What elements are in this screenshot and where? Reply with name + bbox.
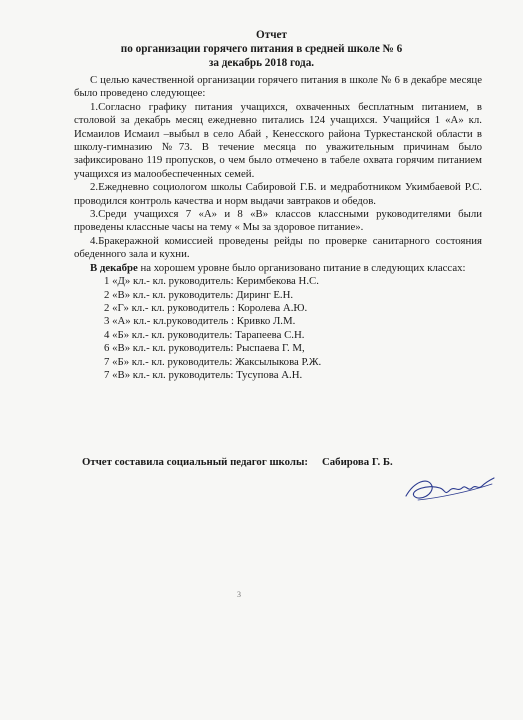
list-item: 1 «Д» кл.- кл. руководитель: Керимбекова Н.С. [104,275,319,288]
footer-name: Сабирова Г. Б. [321,456,393,468]
list-item: 6 «В» кл.- кл. руководитель: Рыспаева Г. М, [104,342,305,355]
item-paragraph-3: 3.Среди учащихся 7 «А» и 8 «В» классов классными руководителями были проведены классные часы на тему « Мы за здоровое питание». [74,208,482,234]
intro-paragraph: С целью качественной организации горячего питания в школе № 6 в декабре месяце было проведено следующее: [74,74,482,100]
list-item: 7 «В» кл.- кл. руководитель: Тусупова А.Н. [104,368,303,381]
list-item: 4 «Б» кл.- кл. руководитель: Тарапеева С.Н. [104,328,305,341]
summary-rest: на хорошем уровне было организовано питание в следующих классах: [137,261,466,274]
document-body [74,74,482,382]
title-line-3: за декабрь 2018 года. [208,57,315,69]
item-paragraph-4: 4.Бракеражной комиссией проведены рейды по проверке санитарного состояния обеденного зала и кухни. [74,234,482,261]
class-list [74,275,482,382]
title-line-2: по организации горячего питания в средней школе № 6 [120,43,403,55]
list-item: 2 «В» кл.- кл. руководитель: Диринг Е.Н. [104,288,294,301]
list-item: 2 «Г» кл.- кл. руководитель : Королева А.Ю. [104,301,308,314]
report-footer [82,456,393,468]
list-item: 3 «А» кл.- кл.руководитель : Кривко Л.М. [104,315,296,328]
list-item: 7 «Б» кл.- кл. руководитель: Жаксылыкова Р.Ж. [104,355,322,368]
stray-mark: 3 [237,590,241,599]
item-paragraph-2: 2.Ежедневно социологом школы Сабировой Г.Б. и медработником Укимбаевой Р.С. проводился контроль качества и норм выдачи завтраков и обедов. [74,181,482,207]
handwritten-signature [398,462,498,512]
title-line-1: Отчет [256,29,287,41]
document-title [0,28,523,70]
summary-paragraph [74,262,482,275]
footer-label: Отчет составила социальный педагог школы: [82,456,308,468]
item-paragraph-1: 1.Согласно графику питания учащихся, охваченных бесплатным питанием, в столовой за декабрь месяц ежедневно питались 124 учащихся. Учащийся 1 «А» кл. Исмаилов Исмаил –выбыл в село Абай , Кенесского района Туркестанской области в школу-гимназию №73. В течение месяца по уважительным причинам было зафиксировано 119 пропусков, о чем было отмечено в табеле охвата горячим питанием учащихся из малообеспеченных семей. [74,100,482,180]
summary-bold: В декабре [90,261,138,274]
